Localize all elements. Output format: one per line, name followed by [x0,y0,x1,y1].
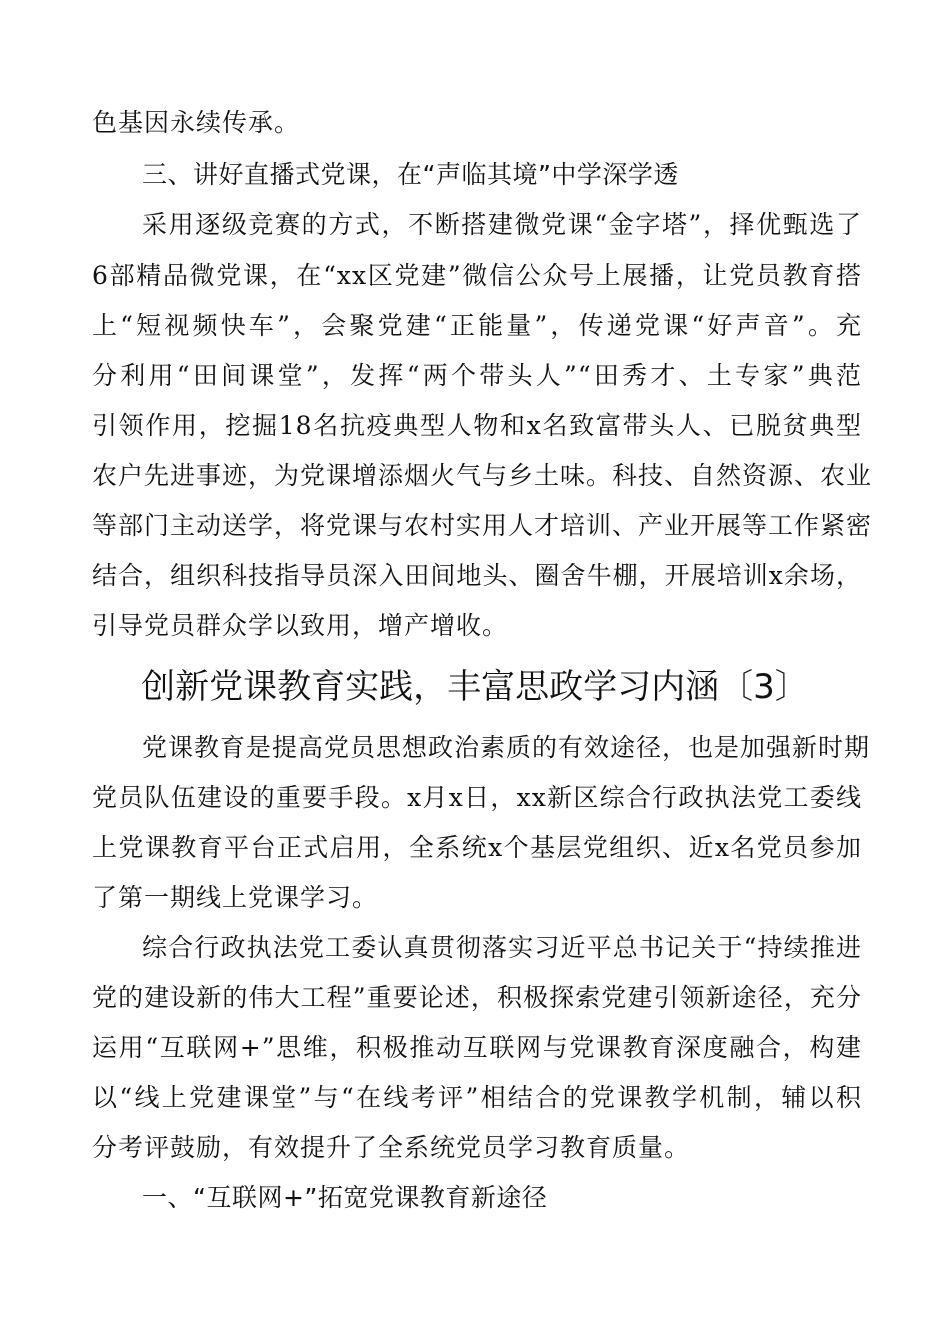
paragraph-line: 党课教育是提高党员思想政治素质的有效途径，也是加强新时期 [142,733,871,762]
paragraph-line: 引导党员群众学以致用，增产增收。 [92,611,509,640]
paragraph-line: 综合行政执法党工委认真贯彻落实习近平总书记关于“持续推进 [142,933,862,962]
paragraph-line: 结合，组织科技指导员深入田间地头、圈舍牛棚，开展培训x余场， [92,561,862,590]
section-heading: 一、“互联网+”拓宽党课教育新途径 [142,1183,548,1212]
paragraph-line: 党员队伍建设的重要手段。x月x日，xx新区综合行政执法党工委线 [92,783,862,812]
paragraph-line: 分利用“田间课堂”，发挥“两个带头人”“田秀才、土专家”典范 [92,361,862,390]
paragraph-line: 等部门主动送学，将党课与农村实用人才培训、产业开展等工作紧密 [92,511,873,540]
paragraph-line: 党的建设新的伟大工程”重要论述，积极探索党建引领新途径，充分 [92,983,862,1012]
paragraph-line: 了第一期线上党课学习。 [92,883,379,912]
section-heading: 三、讲好直播式党课，在“声临其境”中学深学透 [142,160,679,189]
paragraph-line: 上党课教育平台正式启用，全系统x个基层党组织、近x名党员参加 [92,833,862,862]
paragraph-line: 以“线上党建课堂”与“在线考评”相结合的党课教学机制，辅以积 [92,1083,862,1112]
paragraph-line: 引领作用，挖掘18名抗疫典型人物和x名致富带头人、已脱贫典型 [92,411,862,440]
paragraph-line: 6部精品微党课，在“xx区党建”微信公众号上展播，让党员教育搭 [92,261,862,290]
paragraph-line: 上“短视频快车”，会聚党建“正能量”，传递党课“好声音”。充 [92,311,862,340]
paragraph-line: 运用“互联网+”思维，积极推动互联网与党课教育深度融合，构建 [92,1033,862,1062]
paragraph-line: 采用逐级竞赛的方式，不断搭建微党课“金字塔”，择优甄选了 [142,210,862,239]
paragraph-line: 色基因永续传承。 [92,108,301,137]
article-title: 创新党课教育实践，丰富思政学习内涵〔3〕 [141,667,809,707]
paragraph-line: 分考评鼓励，有效提升了全系统党员学习教育质量。 [92,1133,691,1162]
paragraph-line: 农户先进事迹，为党课增添烟火气与乡土味。科技、自然资源、农业 [92,461,873,490]
